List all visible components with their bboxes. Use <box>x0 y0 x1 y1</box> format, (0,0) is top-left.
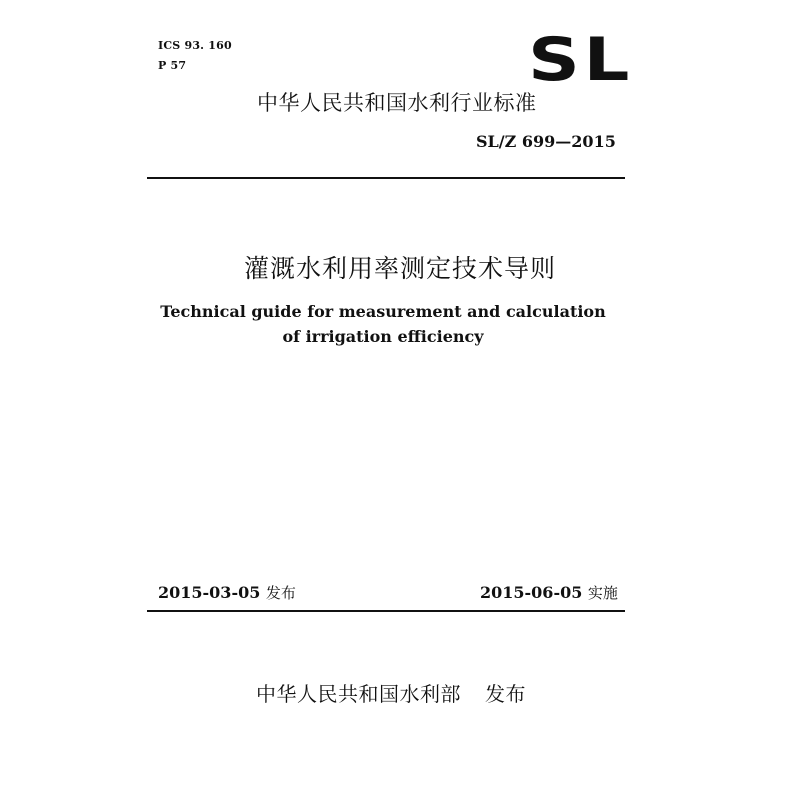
p-code: P 57 <box>158 59 187 72</box>
issue-label: 发布 <box>265 584 296 602</box>
bottom-divider <box>147 610 625 612</box>
sl-logo: SL <box>528 25 633 95</box>
publisher-block <box>256 678 526 707</box>
title-english-line1: Technical guide for measurement and calculation <box>160 302 606 321</box>
implement-label: 实施 <box>587 584 618 602</box>
implement-date: 2015-06-05 <box>480 583 583 602</box>
ics-code: ICS 93. 160 <box>158 39 232 52</box>
publish-label: 发布 <box>485 682 526 706</box>
top-divider <box>147 177 625 179</box>
industry-standard-heading: 中华人民共和国水利行业标准 <box>257 91 537 115</box>
issue-date: 2015-03-05 <box>158 583 261 602</box>
issue-date-block <box>158 582 296 603</box>
title-chinese: 灌溉水利用率测定技术导则 <box>243 254 556 283</box>
publisher-name: 中华人民共和国水利部 <box>256 682 461 706</box>
title-english-line2: of irrigation efficiency <box>282 327 484 346</box>
implement-date-block <box>480 582 618 603</box>
standard-number: SL/Z 699—2015 <box>476 132 616 151</box>
